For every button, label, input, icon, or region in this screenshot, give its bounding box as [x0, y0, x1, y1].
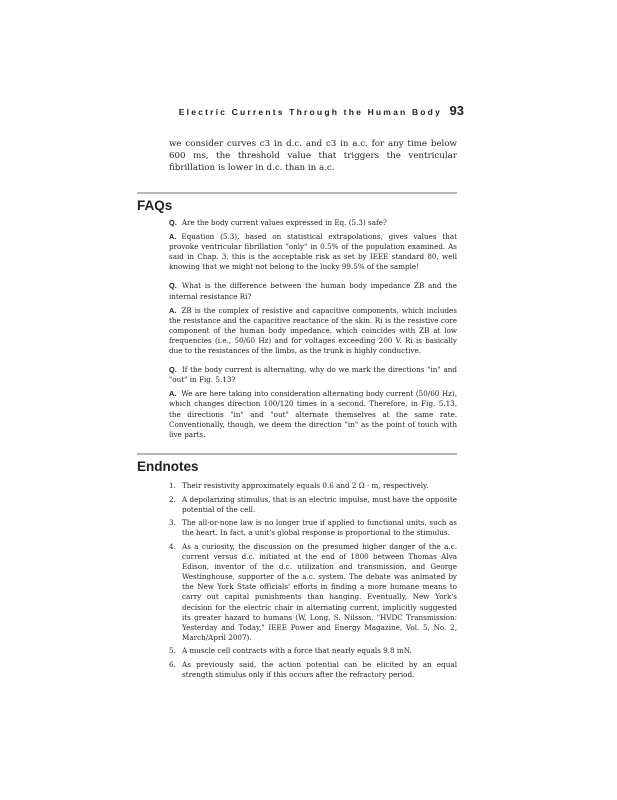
question-label: Q.: [169, 281, 177, 291]
faqs-heading: FAQs: [137, 198, 173, 213]
answer-text: ZB is the complex of resistive and capacitive components, which includes the resistance and the capacitive reactance of the skin. Ri is the resistive core component of the human body impedance, which coincides with ZB at low frequencies (i.e., 50/60 Hz) and for voltages exceeding 200 V. Ri is basically due to the resistances of the limbs, as the trunk is highly conductive.: [169, 305, 457, 356]
question-text: Are the body current values expressed in Eq. (5.3) safe?: [181, 218, 387, 227]
faq-item: [169, 281, 457, 356]
answer-label: A.: [169, 232, 177, 242]
question-text: What is the difference between the human body impedance ZB and the internal resistance Ri?: [169, 281, 457, 301]
endnote-text: As previously said, the action potential can be elicited by an equal strength stimulus only if this occurs after the refractory period.: [182, 660, 457, 680]
endnote-item: [169, 518, 457, 538]
endnote-item: [169, 646, 457, 656]
endnote-number: 5.: [169, 646, 176, 656]
endnote-text: Their resistivity approximately equals 0.6 and 2 Ω · m, respectively.: [182, 481, 429, 490]
faq-answer: [169, 389, 457, 439]
answer-label: A.: [169, 305, 177, 315]
endnote-text: A muscle cell contracts with a force that nearly equals 9.8 mN.: [182, 646, 412, 656]
faq-question: [169, 365, 457, 385]
endnotes-heading: Endnotes: [137, 459, 199, 474]
page-header: [150, 103, 462, 123]
faq-item: [169, 365, 457, 440]
endnote-text: The all-or-none law is no longer true if applied to functional units, such as the heart. In fact, a unit's global response is proportional to the stimulus.: [182, 518, 457, 538]
faq-list: [169, 218, 457, 449]
answer-text: We are here taking into consideration alternating body current (50/60 Hz), which changes direction 100/120 times in a second. Therefore, in Fig. 5.13, the directions "in" and "out" alternate themselves at the same rate. Conventionally, though, we deem the direction "in" as the point of touch with live parts.: [169, 389, 457, 439]
endnote-item: [169, 660, 457, 680]
endnote-number: 1.: [169, 481, 176, 490]
faq-question: [169, 281, 457, 301]
question-text: If the body current is alternating, why do we mark the directions "in" and "out" in Fig. 5.13?: [169, 365, 457, 385]
answer-text: Equation (5.3), based on statistical extrapolations, gives values that provoke ventricular fibrillation "only" in 0.5% of the population examined. As said in Chap. 3, this is the acceptable risk as set by IEEE standard 80, well knowing that we might not belong to the lucky 99.5% of the sample!: [169, 232, 457, 272]
intro-paragraph: we consider curves c3 in d.c. and c3 in a.c. for any time below 600 ms, the threshold value that triggers the ventricular fibrillation is lower in d.c. than in a.c.: [169, 139, 457, 173]
question-label: Q.: [169, 365, 177, 375]
running-title: Electric Currents Through the Human Body: [178, 107, 442, 117]
endnote-number: 3.: [169, 518, 176, 528]
endnotes-divider: [137, 453, 457, 455]
endnote-item: [169, 481, 457, 491]
faq-answer: [169, 306, 457, 356]
endnote-number: 4.: [169, 541, 176, 551]
faq-question: [169, 218, 457, 228]
endnote-number: 6.: [169, 660, 176, 669]
faqs-divider: [137, 192, 457, 194]
endnote-text: As a curiosity, the discussion on the presumed higher danger of the a.c. current versus d.c. initiated at the end of 1800 between Thomas Alva Edison, inventor of the d.c. utilization and transmission, and George Westinghouse, supporter of the a.c. system. The debate was animated by the New York State officials' efforts in finding a more humane means to carry out capital punishments than hanging. Eventually, New York's decision for the electric chair in alternating current, implicitly suggested its greater hazard to humans (W. Long, S. Nilsson, "HVDC Transmission: Yesterday and Today," IEEE Power and Energy Magazine, Vol. 5, No. 2, March/April 2007).: [182, 541, 457, 642]
page-number: 93: [449, 103, 464, 118]
faq-answer: [169, 232, 457, 272]
endnote-number: 2.: [169, 494, 176, 504]
answer-label: A.: [169, 389, 177, 399]
faq-item: [169, 218, 457, 272]
endnote-item: [169, 495, 457, 515]
endnotes-list: [169, 481, 457, 684]
endnote-text: A depolarizing stimulus, that is an electric impulse, must have the opposite potential of the cell.: [182, 494, 457, 514]
endnote-item: [169, 542, 457, 643]
question-label: Q.: [169, 218, 177, 227]
